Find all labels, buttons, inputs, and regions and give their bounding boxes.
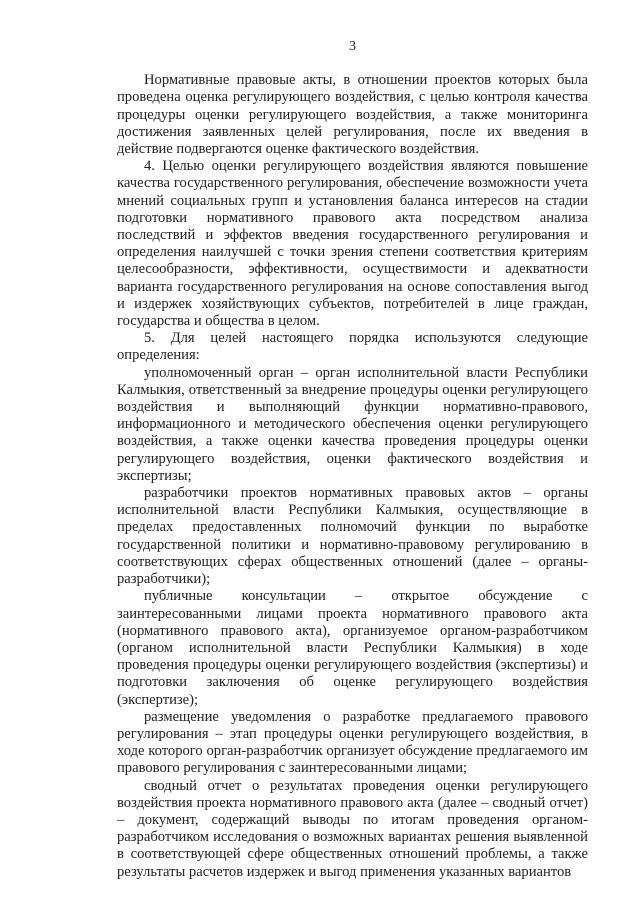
paragraph-4-purpose: 4. Целью оценки регулирующего воздействия являются повышение качества государственного регулирования, обеспечение возможности учета мнений социальных групп и установления баланса интересов на стадии подготовки нормативного правового акта посредством анализа последствий и эффектов введения государственного регулирования и определения наилучшей с точки зрения степени соответствия критериям целесообразности, эффективности, осуществимости и адекватности варианта государственного регулирования на основе сопоставления выгод и издержек хозяйствующих субъектов, потребителей в лице граждан, государства и общества в целом. — [117, 158, 588, 330]
definition-notification-placement: размещение уведомления о разработке предлагаемого правового регулирования – этап процедуры оценки регулирующего воздействия, в ходе которого орган-разработчик организует обсуждение предлагаемого им правового регулирования с заинтересованными лицами; — [117, 708, 588, 777]
definition-developers: разработчики проектов нормативных правовых актов – органы исполнительной власти Республики Калмыкия, осуществляющие в пределах предоставленных полномочий функции по выработке государственной политики и нормативно-правовому регулированию в соответствующих сферах общественных отношений (далее – органы-разработчики); — [117, 485, 588, 588]
definition-public-consultations: публичные консультации – открытое обсуждение с заинтересованными лицами проекта нормативного правового акта (нормативного правового акта), организуемое органом-разработчиком (органом исполнительной власти Республики Калмыкия) в ходе проведения процедуры оценки регулирующего воздействия (экспертизы) и подготовки заключения об оценке регулирующего воздействия (экспертизе); — [117, 588, 588, 708]
definition-summary-report: сводный отчет о результатах проведения оценки регулирующего воздействия проекта нормативного правового акта (далее – сводный отчет) – документ, содержащий выводы по итогам проведения органом-разработчиком исследования о возможных вариантах решения выявленной в соответствующей сфере общественных отношений проблемы, а также результаты расчетов издержек и выгод применения указанных вариантов — [117, 777, 588, 880]
paragraph-assessment-of-actual-impact: Нормативные правовые акты, в отношении проектов которых была проведена оценка регулирующего воздействия, с целью контроля качества процедуры оценки регулирующего воздействия, а также мониторинга достижения заявленных целей регулирования, после их введения в действие подвергаются оценке фактического воздействия. — [117, 72, 588, 158]
definition-authorized-body: уполномоченный орган – орган исполнительной власти Республики Калмыкия, ответственный за внедрение процедуры оценки регулирующего воздействия и выполняющий функции нормативно-правового, информационного и методического обеспечения оценки регулирующего воздействия, а также оценки качества проведения процедуры оценки регулирующего воздействия, оценки фактического воздействия и экспертизы; — [117, 364, 588, 484]
paragraph-5-definitions-intro: 5. Для целей настоящего порядка используются следующие определения: — [117, 330, 588, 364]
page-number: 3 — [349, 39, 356, 54]
